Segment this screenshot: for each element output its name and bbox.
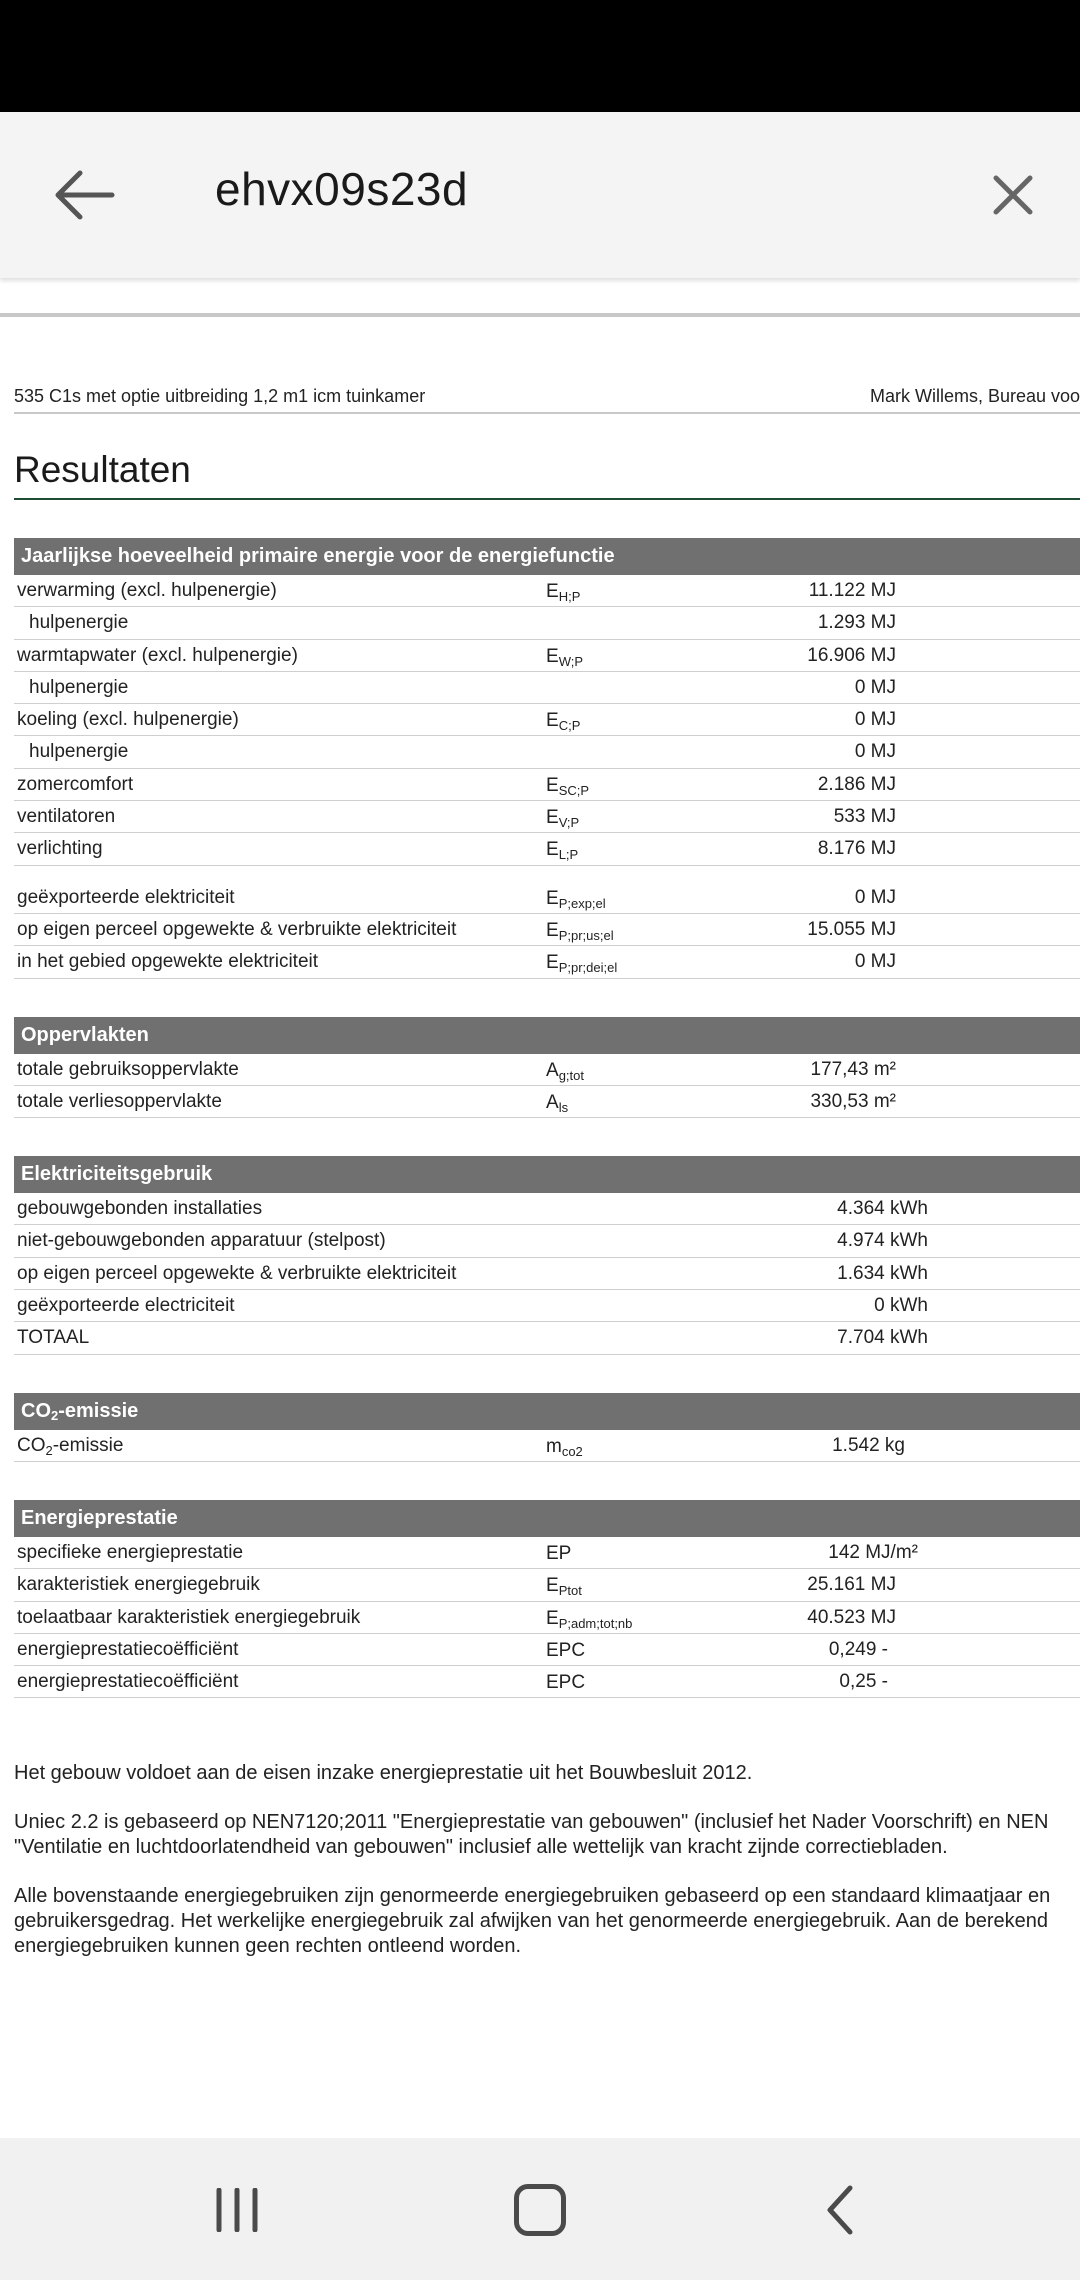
area-table (14, 1017, 1080, 1119)
row-value: 0 MJ (854, 741, 896, 763)
table-row (14, 1258, 1080, 1290)
row-symbol: $E_{Ptot}$ (546, 1575, 582, 1599)
back-arrow-icon[interactable] (50, 167, 118, 223)
row-value: 330,53 m² (810, 1090, 896, 1112)
table-row (14, 946, 1080, 978)
row-value: 7.704 kWh (837, 1327, 928, 1349)
table-row (14, 672, 1080, 704)
table-row (14, 769, 1080, 801)
row-symbol: $A_{ls}$ (546, 1091, 569, 1115)
row-symbol: $E_{C;P}$ (546, 710, 581, 734)
row-symbol: $E_{P;pr;us;el}$ (546, 919, 614, 943)
page-divider (0, 313, 1080, 317)
table-row (14, 914, 1080, 946)
section-title: Resultaten (14, 444, 1080, 500)
row-value: 16.906 MJ (807, 644, 896, 666)
row-value: 0,25 - (839, 1671, 888, 1693)
row-label: hulpenergie (29, 741, 129, 763)
row-label: ventilatoren (17, 806, 116, 828)
row-value: 4.974 kWh (837, 1230, 928, 1252)
row-value: 0 MJ (854, 886, 896, 908)
norm-text (14, 1810, 1080, 1860)
row-label: gebouwgebonden installaties (17, 1198, 263, 1220)
row-label: op eigen perceel opgewekte & verbruikte elektriciteit (17, 918, 457, 940)
row-symbol: $E_{H;P}$ (546, 581, 581, 604)
area-table-head: Oppervlakten (14, 1017, 1080, 1054)
app-bar (0, 112, 1080, 278)
table-row (14, 1634, 1080, 1666)
row-label: totale gebruiksoppervlakte (17, 1058, 239, 1080)
row-label: specifieke energieprestatie (17, 1541, 244, 1563)
energy-table-head: Jaarlijkse hoeveelheid primaire energie voor de energiefunctie (14, 538, 1080, 575)
row-label: in het gebied opgewekte elektriciteit (17, 951, 319, 973)
disclaimer-text (14, 1884, 1080, 1959)
table-row (14, 1569, 1080, 1601)
disclaimer-text-line: gebruikersgedrag. Het werkelijke energiegebruik zal afwijken van het genormeerde energiegebruik. Aan de berekend (14, 1910, 1048, 1933)
norm-text-line: "Ventilatie en luchtdoorlatendheid van gebouwen" inclusief alle wettelijk van kracht zijnde correctiebladen. (14, 1836, 948, 1859)
co2-table-head: $CO_2$-emissie (14, 1393, 1080, 1430)
row-label: niet-gebouwgebonden apparatuur (stelpost) (17, 1230, 386, 1252)
row-symbol: $E_{P;pr;dei;el}$ (546, 952, 618, 976)
table-row (14, 1225, 1080, 1257)
table-row (14, 1322, 1080, 1354)
row-symbol: EP (546, 1542, 572, 1564)
row-label: hulpenergie (29, 676, 129, 698)
row-symbol: $E_{SC;P}$ (546, 774, 590, 798)
row-value: 533 MJ (833, 806, 896, 828)
row-value: 25.161 MJ (807, 1574, 896, 1596)
table-row (14, 1602, 1080, 1634)
status-bar (0, 0, 1080, 112)
row-value: 0 MJ (854, 709, 896, 731)
row-label: hulpenergie (29, 612, 129, 634)
table-row (14, 1537, 1080, 1569)
electricity-table (14, 1156, 1080, 1354)
performance-table (14, 1500, 1080, 1698)
close-icon[interactable] (990, 172, 1036, 218)
row-label: energieprestatiecoëfficiënt (17, 1638, 239, 1660)
document-page[interactable] (14, 380, 1080, 1959)
row-symbol: $E_{W;P}$ (546, 645, 584, 669)
disclaimer-text-line: energiegebruiken kunnen geen rechten ontleend worden. (14, 1935, 522, 1958)
compliance-text: Het gebouw voldoet aan de eisen inzake energieprestatie uit het Bouwbesluit 2012. (14, 1762, 753, 1785)
row-label: karakteristiek energiegebruik (17, 1574, 260, 1596)
energy-table (14, 538, 1080, 979)
table-row (14, 882, 1080, 914)
row-label: geëxporteerde elektriciteit (17, 886, 235, 908)
recent-apps-icon[interactable] (213, 2188, 261, 2232)
row-symbol: $E_{P;exp;el}$ (546, 887, 606, 911)
table-row (14, 1290, 1080, 1322)
row-value: 142 MJ/m² (828, 1541, 918, 1563)
row-label: zomercomfort (17, 773, 134, 795)
row-symbol: $A_{g;tot}$ (546, 1059, 584, 1083)
document-header (14, 380, 1080, 414)
row-value: 0 MJ (854, 951, 896, 973)
row-value: 0 kWh (874, 1295, 928, 1317)
table-row (14, 1666, 1080, 1698)
row-value: 40.523 MJ (807, 1606, 896, 1628)
table-row (14, 1054, 1080, 1086)
table-row (14, 1086, 1080, 1118)
row-symbol: $E_{V;P}$ (546, 807, 580, 831)
row-label: verwarming (excl. hulpenergie) (17, 580, 277, 601)
row-value: 0 MJ (854, 676, 896, 698)
co2-table (14, 1393, 1080, 1462)
row-value: 1.634 kWh (837, 1262, 928, 1284)
row-value: 1.293 MJ (817, 612, 896, 634)
disclaimer-text-line: Alle bovenstaande energiegebruiken zijn genormeerde energiegebruiken gebaseerd op een standaard klimaatjaar en (14, 1885, 1051, 1908)
table-row (14, 1193, 1080, 1225)
norm-text-line: Uniec 2.2 is gebaseerd op NEN7120;2011 "Energieprestatie van gebouwen" (inclusief het Nader Voorschrift) en NEN (14, 1811, 1049, 1834)
row-value: 1.542 kg (832, 1434, 905, 1456)
row-value: 177,43 m² (810, 1058, 896, 1080)
table-row (14, 801, 1080, 833)
row-symbol: EPC (546, 1639, 586, 1661)
row-value: 15.055 MJ (807, 918, 896, 940)
row-label: TOTAAL (17, 1327, 90, 1349)
table-row (14, 704, 1080, 736)
table-row (14, 575, 1080, 607)
nav-back-icon[interactable] (820, 2184, 860, 2236)
row-symbol: $E_{L;P}$ (546, 839, 579, 863)
row-value: 8.176 MJ (817, 838, 896, 860)
table-row (14, 1430, 1080, 1462)
document-title: ehvx09s23d (215, 163, 469, 215)
table-row (14, 833, 1080, 865)
performance-table-head: Energieprestatie (14, 1500, 1080, 1537)
row-label: $CO_2$-emissie (17, 1434, 124, 1458)
row-label: geëxporteerde electriciteit (17, 1295, 235, 1317)
row-symbol: $m_{co2}$ (546, 1435, 583, 1459)
row-label: toelaatbaar karakteristiek energiegebruik (17, 1606, 361, 1628)
row-value: 0,249 - (828, 1638, 888, 1660)
table-row (14, 640, 1080, 672)
row-label: op eigen perceel opgewekte & verbruikte elektriciteit (17, 1262, 457, 1284)
table-row (14, 607, 1080, 639)
row-value: 2.186 MJ (817, 773, 896, 795)
row-label: energieprestatiecoëfficiënt (17, 1671, 239, 1693)
row-symbol: $E_{P;adm;tot;nb}$ (546, 1607, 633, 1631)
row-label: totale verliesoppervlakte (17, 1090, 222, 1112)
row-label: verlichting (17, 838, 103, 860)
row-value: 4.364 kWh (837, 1198, 928, 1220)
electricity-table-head: Elektriciteitsgebruik (14, 1156, 1080, 1193)
row-label: warmtapwater (excl. hulpenergie) (17, 644, 298, 666)
system-nav-bar (0, 2138, 1080, 2280)
project-name: 535 C1s met optie uitbreiding 1,2 m1 icm tuinkamer (14, 386, 426, 406)
row-symbol: EPC (546, 1672, 586, 1694)
row-value: 11.122 MJ (808, 580, 896, 601)
table-row (14, 736, 1080, 768)
author-name: Mark Willems, Bureau voo (870, 386, 1080, 406)
row-label: koeling (excl. hulpenergie) (17, 709, 239, 731)
home-icon[interactable] (514, 2184, 566, 2236)
